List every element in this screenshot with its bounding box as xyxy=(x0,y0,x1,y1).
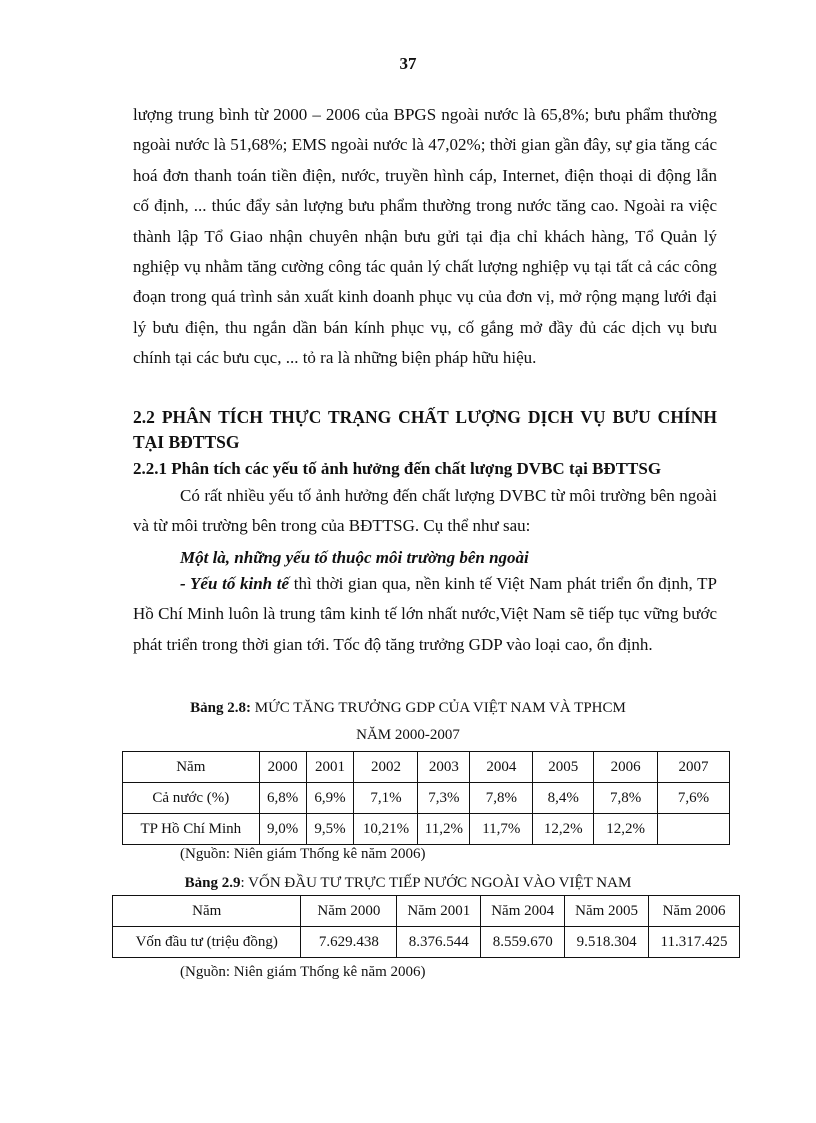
table-cell: 2002 xyxy=(354,752,418,783)
table-cell: 7,8% xyxy=(594,783,658,814)
table-cell: TP Hồ Chí Minh xyxy=(123,814,260,845)
table-cell: 8.376.544 xyxy=(397,927,481,958)
gdp-growth-table xyxy=(122,751,730,845)
table-2-8-title: MỨC TĂNG TRƯỞNG GDP CỦA VIỆT NAM VÀ TPHCM xyxy=(250,700,626,716)
table-2-8-source: (Nguồn: Niên giám Thống kê năm 2006) xyxy=(180,846,426,862)
table-cell: 11,2% xyxy=(418,814,470,845)
table-2-8-subtitle: NĂM 2000-2007 xyxy=(356,727,460,743)
table-cell: 9.518.304 xyxy=(565,927,649,958)
table-cell: 2003 xyxy=(418,752,470,783)
table-cell: 2007 xyxy=(658,752,730,783)
table-cell: 8,4% xyxy=(533,783,594,814)
table-cell: Năm 2001 xyxy=(397,896,481,927)
table-cell: Năm xyxy=(123,752,260,783)
table-cell: Cả nước (%) xyxy=(123,783,260,814)
table-cell: 11,7% xyxy=(470,814,533,845)
table-cell: Vốn đầu tư (triệu đồng) xyxy=(113,927,301,958)
table-cell: 2004 xyxy=(470,752,533,783)
table-cell: 2005 xyxy=(533,752,594,783)
table-cell: 9,5% xyxy=(306,814,354,845)
table-cell: 9,0% xyxy=(259,814,306,845)
table-cell: 6,9% xyxy=(306,783,354,814)
table-cell: 7,1% xyxy=(354,783,418,814)
table-cell: 2006 xyxy=(594,752,658,783)
economic-factor-text: thì thời gian qua, nền kinh tế Việt Nam phát triển ổn định, TP Hồ Chí Minh luôn là trung tâm kinh tế lớn nhất nước,Việt Nam sẽ tiếp tục vững bước phát triển trong thời gian tới. Tốc độ tăng trưởng GDP vào loại cao, ổn định. xyxy=(133,574,717,654)
table-cell: 7,6% xyxy=(658,783,730,814)
table-cell: 12,2% xyxy=(533,814,594,845)
table-header-row xyxy=(123,752,730,783)
table-2-8-caption xyxy=(0,698,816,718)
page-number: 37 xyxy=(399,54,417,73)
table-cell: 6,8% xyxy=(259,783,306,814)
paragraph-growth-summary: lượng trung bình từ 2000 – 2006 của BPGS ngoài nước là 65,8%; bưu phẩm thường ngoài nước là 51,68%; EMS ngoài nước là 47,02%; thời gian gần đây, sự gia tăng các hoá đơn thanh toán tiền điện, nước, truyền hình cáp, Internet, điện thoại di động lẫn cố định, ... thúc đẩy sản lượng bưu phẩm thường trong nước tăng cao. Ngoài ra việc thành lập Tổ Giao nhận chuyên nhận bưu gửi tại địa chỉ khách hàng, Tổ Quản lý nghiệp vụ nhằm tăng cường công tác quản lý chất lượng nghiệp vụ tại tất cả các công đoạn trong quá trình sản xuất kinh doanh phục vụ của đơn vị, mở rộng mạng lưới đại lý bưu điện, thu ngắn dần bán kính phục vụ, cố gắng mở đầy đủ các dịch vụ bưu chính tại các bưu cục, ... tỏ ra là những biện pháp hữu hiệu. xyxy=(133,105,717,368)
table-cell: 10,21% xyxy=(354,814,418,845)
table-cell: Năm 2006 xyxy=(649,896,740,927)
table-cell: 8.559.670 xyxy=(481,927,565,958)
table-cell: Năm 2005 xyxy=(565,896,649,927)
subsection-heading-2-2-1: 2.2.1 Phân tích các yếu tố ảnh hưởng đến chất lượng DVBC tại BĐTTSG xyxy=(133,459,662,478)
paragraph-factors-intro: Có rất nhiều yếu tố ảnh hưởng đến chất lượng DVBC từ môi trường bên ngoài và từ môi trường bên trong của BĐTTSG. Cụ thể như sau: xyxy=(133,486,717,536)
table-cell: 11.317.425 xyxy=(649,927,740,958)
table-cell: Năm 2004 xyxy=(481,896,565,927)
economic-factor-label: - Yếu tố kinh tế xyxy=(180,574,290,593)
table-cell: 2001 xyxy=(306,752,354,783)
table-row xyxy=(123,814,730,845)
paragraph-economic-factor xyxy=(133,569,717,660)
table-cell: Năm xyxy=(113,896,301,927)
section-heading-2-2: 2.2 PHÂN TÍCH THỰC TRẠNG CHẤT LƯỢNG DỊCH VỤ BƯU CHÍNH TẠI BĐTTSG xyxy=(133,407,717,452)
table-2-9-caption xyxy=(0,873,816,893)
table-cell: Năm 2000 xyxy=(301,896,397,927)
table-row xyxy=(113,927,740,958)
table-cell xyxy=(658,814,730,845)
table-cell: 2000 xyxy=(259,752,306,783)
table-header-row xyxy=(113,896,740,927)
table-cell: 7.629.438 xyxy=(301,927,397,958)
table-2-8-label: Bảng 2.8: xyxy=(190,700,251,716)
table-2-9-title: : VỐN ĐẦU TƯ TRỰC TIẾP NƯỚC NGOÀI VÀO VIỆT NAM xyxy=(240,875,632,891)
table-cell: 12,2% xyxy=(594,814,658,845)
table-2-9-source: (Nguồn: Niên giám Thống kê năm 2006) xyxy=(180,964,426,980)
table-cell: 7,3% xyxy=(418,783,470,814)
external-factors-heading: Một là, những yếu tố thuộc môi trường bên ngoài xyxy=(180,548,529,567)
table-2-9-label: Bảng 2.9 xyxy=(184,875,241,891)
table-row xyxy=(123,783,730,814)
table-cell: 7,8% xyxy=(470,783,533,814)
fdi-table xyxy=(112,895,740,958)
